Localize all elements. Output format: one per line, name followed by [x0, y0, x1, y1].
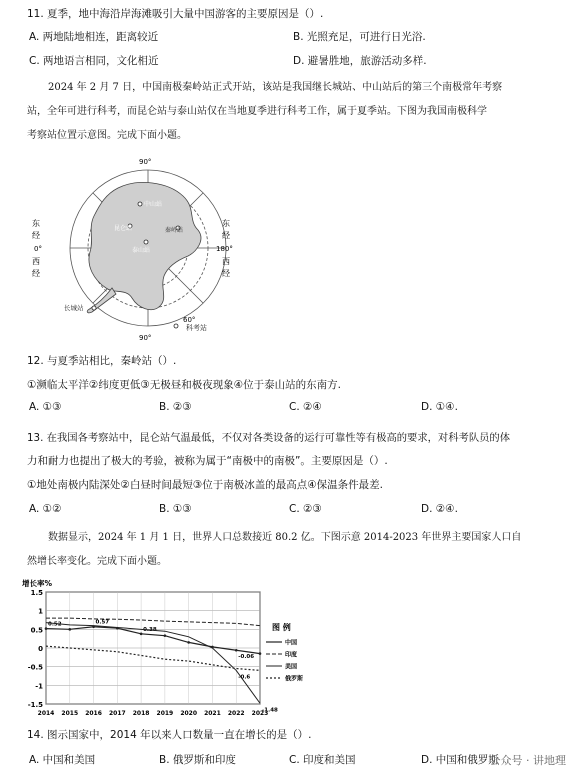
- passage2-line2: 然增长率变化。完成下面小题。: [27, 556, 167, 567]
- data-point: [164, 634, 167, 637]
- label-west-right-1: 西: [222, 257, 230, 266]
- y-tick-label: -1: [35, 682, 43, 691]
- label-qinling: 秦岭站: [165, 227, 184, 234]
- legend-entry: 俄罗斯: [285, 675, 304, 683]
- x-tick-label: 2020: [180, 710, 198, 717]
- data-point: [45, 627, 48, 630]
- data-point: [235, 649, 238, 652]
- q13-option-b: B. ①③: [159, 503, 192, 515]
- q13-option-a: A. ①②: [29, 503, 62, 515]
- legend-entry: 印度: [285, 651, 298, 659]
- q11-stem: 11. 夏季，地中海沿岸海滩吸引大量中国游客的主要原因是（）.: [27, 8, 324, 20]
- y-tick-label: -0.5: [27, 663, 43, 672]
- legend-station: 科考站: [186, 324, 207, 332]
- data-label: -0.06: [238, 654, 255, 661]
- q12-stem: 12. 与夏季站相比，秦岭站（）.: [27, 355, 177, 367]
- label-kunlun: 昆仑站: [114, 225, 133, 232]
- x-tick-label: 2014: [37, 710, 55, 717]
- data-label: 0.57: [95, 619, 110, 626]
- x-tick-label: 2017: [108, 710, 126, 717]
- q11-option-c: C. 两地语言相同，文化相近: [29, 55, 159, 67]
- q13-stem-line2: 力和耐力也提出了极大的考验，被称为属于“南极中的南极”。主要原因是（）.: [27, 455, 388, 467]
- passage1-line1: 2024 年 2 月 7 日，中国南极秦岭站正式开站，该站是我国继长城站、中山站后的第三个南极常年考察: [48, 82, 503, 93]
- label-east-right-1: 东: [222, 219, 230, 228]
- data-point: [68, 628, 71, 631]
- data-label: 0.52: [48, 621, 62, 628]
- data-label: -1.48: [262, 707, 278, 714]
- label-west-left-1: 西: [32, 257, 40, 266]
- watermark: 公众号 · 讲地理: [489, 754, 566, 767]
- y-axis-label: 增长率%: [22, 579, 53, 588]
- y-tick-label: 0: [38, 645, 43, 653]
- q12-option-c: C. ②④: [289, 401, 322, 413]
- label-east-right-2: 经: [222, 231, 230, 240]
- q14-stem: 14. 图示国家中，2014 年以来人口数量一直在增长的是（）.: [27, 729, 312, 741]
- legend-title: 图 例: [272, 623, 291, 632]
- antarctica-station-map: [28, 148, 268, 348]
- q14-option-b: B. 俄罗斯和印度: [159, 754, 236, 766]
- q14-option-c: C. 印度和美国: [289, 754, 356, 766]
- x-tick-label: 2022: [227, 710, 245, 717]
- q12-option-a: A. ①③: [29, 401, 62, 413]
- x-tick-label: 2019: [156, 710, 174, 717]
- q13-option-c: C. ②③: [289, 503, 322, 515]
- x-tick-label: 2018: [132, 710, 150, 717]
- label-0: 0°: [34, 245, 42, 253]
- q12-option-d: D. ①④.: [421, 401, 458, 413]
- passage1-line2: 站，全年可进行科考，而昆仑站与泰山站仅在当地夏季进行科考工作，属于夏季站。下图为我国南极科学: [27, 106, 487, 117]
- label-east-left-1: 东: [32, 219, 40, 228]
- y-tick-label: 1: [38, 607, 43, 616]
- label-90-bottom: 90°: [139, 334, 152, 342]
- series-line-1: [46, 618, 260, 625]
- q12-option-b: B. ②③: [159, 401, 192, 413]
- q11-option-d: D. 避暑胜地，旅游活动多样.: [293, 55, 427, 67]
- y-tick-label: 0.5: [30, 626, 43, 635]
- q14-option-a: A. 中国和美国: [29, 754, 96, 766]
- label-east-left-2: 经: [32, 231, 40, 240]
- q14-option-d: D. 中国和俄罗斯: [421, 754, 499, 766]
- label-zhongshan: 中山站: [144, 201, 163, 208]
- x-tick-label: 2015: [61, 710, 79, 717]
- data-label: 0.38: [143, 626, 157, 633]
- x-tick-label: 2021: [204, 710, 221, 717]
- data-point: [187, 641, 190, 644]
- q13-option-d: D. ②④.: [421, 503, 458, 515]
- antarctic-peninsula: [87, 288, 116, 313]
- label-90-top: 90°: [139, 158, 152, 166]
- q11-option-b: B. 光照充足，可进行日光浴.: [293, 31, 426, 43]
- y-tick-label: 1.5: [30, 589, 43, 597]
- legend-entry: 美国: [285, 663, 298, 671]
- label-60: 60°: [183, 316, 196, 324]
- label-west-right-2: 经: [222, 269, 230, 278]
- q12-statements: ①濒临太平洋②纬度更低③无极昼和极夜现象④位于泰山站的东南方.: [27, 379, 341, 391]
- population-growth-chart: [20, 576, 320, 721]
- x-tick-label: 2016: [85, 710, 102, 717]
- label-taishan: 泰山站: [132, 247, 151, 254]
- x-tick-label: 2023: [251, 710, 269, 717]
- q13-stem-line1: 13. 在我国各考察站中，昆仑站气温最低，不仅对各类设备的运行可靠性等有极高的要求，对科考队员的体: [27, 432, 511, 444]
- q11-option-a: A. 两地陆地相连，距离较近: [29, 31, 159, 43]
- passage1-line3: 考察站位置示意图。完成下面小题。: [27, 130, 187, 141]
- q13-statements: ①地处南极内陆深处②白昼时间最短③位于南极冰盖的最高点④保温条件最差.: [27, 479, 383, 491]
- label-180: 180°: [216, 245, 233, 253]
- y-tick-label: -1.5: [27, 701, 43, 709]
- label-changcheng: 长城站: [64, 304, 84, 312]
- data-label: -0.6: [238, 674, 251, 681]
- data-point: [259, 652, 262, 655]
- data-point: [140, 633, 143, 636]
- legend-entry: 中国: [285, 639, 298, 647]
- passage2-line1: 数据显示，2024 年 1 月 1 日，世界人口总数接近 80.2 亿。下图示意 2014-2023 年世界主要国家人口自: [48, 532, 522, 543]
- label-west-left-2: 经: [32, 269, 40, 278]
